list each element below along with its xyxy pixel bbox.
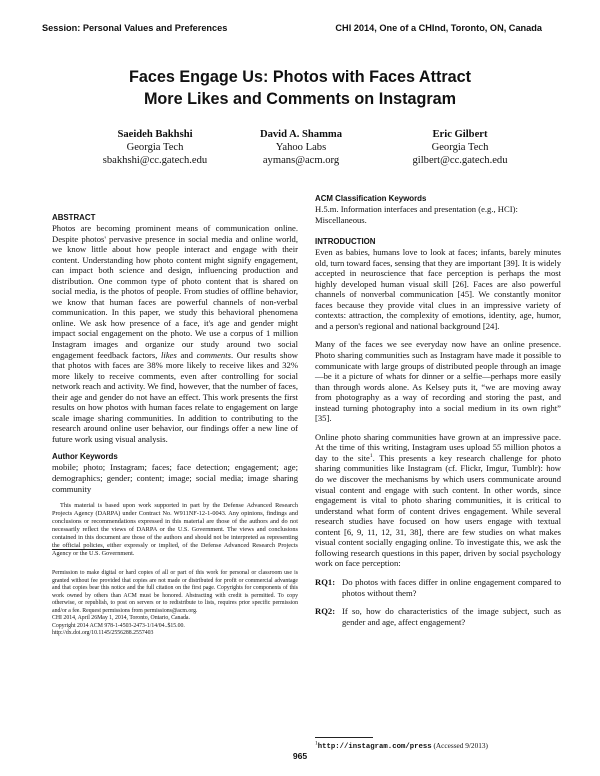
introduction-paragraph-1: Even as babies, humans love to look at faces; infants, barely minutes old, turn toward faces, sensing that they are important [39]. It is widely accepted in neuroscience that face perception is perhaps the most highly developed human visual skill [26]. Faces are also powerful channels of nonverbal communication [45]. We constantly monitor faces because they provide vital clues in an impressive variety of contexts: attraction, the complexity of emotions, identity, age, humor, and a person's regional and national background [24]. [315, 247, 561, 331]
author-keywords-heading: Author Keywords [52, 452, 118, 462]
rq-label: RQ1: [315, 576, 336, 587]
author-email: aymans@acm.org [262, 155, 340, 166]
acm-classification-text: H.5.m. Information interfaces and presentation (e.g., HCI): Miscellaneous. [315, 204, 518, 225]
footnote [315, 741, 488, 751]
author-block [226, 128, 376, 167]
author-affiliation: Georgia Tech [126, 142, 184, 153]
permission-text: Permission to make digital or hard copies of all or part of this work for personal or classroom use is granted without fee provided that copies are not made or distributed for profit or commercial advantage and that copies bear this notice and the full citation on the first page. Copyrights for components of this work owned by others than ACM must be honored. Abstracting with credit is permitted. To copy otherwise, or republish, to post on servers or to redistribute to lists, requires prior specific permission and/or a fee. Request permissions from permissions@acm.org. [52, 570, 298, 614]
research-question-1 [315, 577, 561, 598]
paper-title [0, 66, 600, 110]
rq-label: RQ2: [315, 606, 336, 617]
paper-title-line-1: Faces Engage Us: Photos with Faces Attract [128, 68, 472, 86]
research-question-2 [315, 606, 561, 627]
right-column [315, 194, 561, 627]
left-column [52, 213, 298, 638]
rq-text: If so, how do characteristics of the image subject, such as gender and age, affect engagement? [342, 606, 561, 627]
funding-note: This material is based upon work supported in part by the Defense Advanced Research Projects Agency (DARPA) under Contract No. W911NF-12-1-0043. Any opinions, findings and conclusions or recommendations expressed in this material are those of the authors and do not necessarily reflect the views of DARPA or the U.S. Government. The views and conclusions contained in this document are those of the authors and should not be interpreted as representing the official policies, either expressly or implied, of the Defense Advanced Research Projects Agency or the U.S. Government. [52, 502, 298, 558]
author-email: gilbert@cc.gatech.edu [412, 155, 508, 166]
author-block [80, 128, 230, 167]
running-header-session: Session: Personal Values and Preferences [42, 23, 228, 33]
acm-classification-heading: ACM Classification Keywords [315, 194, 427, 203]
introduction-heading: INTRODUCTION [315, 237, 376, 247]
author-name: Saeideh Bakhshi [117, 129, 193, 140]
footnote-marker[interactable]: 1 [369, 453, 373, 460]
introduction-paragraph-2: Many of the faces we see everyday now have an online presence. Photo sharing communities such as Instagram have made it possible to communicate with large groups of distributed people through an image—be it a picture of whats for dinner or a selfie—perhaps more easily than through words alone. As Kelsey puts it, “we are moving away from photography as a way of recording and storing the past, and instead turning photography into a social medium in its own right” [35]. [315, 339, 561, 424]
copyright-line: Copyright 2014 ACM 978-1-4503-2473-1/14/04..$15.00. [52, 622, 185, 629]
author-affiliation: Yahoo Labs [275, 142, 327, 153]
rq-text: Do photos with faces differ in online engagement compared to photos without them? [342, 576, 561, 598]
author-name: David A. Shamma [259, 129, 343, 140]
author-block [385, 128, 535, 167]
introduction-paragraph-3: Online photo sharing communities have grown at an impressive pace. At the time of this writing, Instagram uses upload 55 million photos a day to the site$^1$. This presents a key research challenge for photo sharing communities like Instagram (cf. Flickr, Imgur, Tumblr): how do we discover the mechanisms by which users communicate around visual content and engage with such content. In other words, since engagement is vital to photo sharing communities, it is critical to understand what form of content drives engagement. While several research studies have focused on how users engage with textual content [6, 9, 11, 12, 31, 38], there are few studies on what makes visual content socially engaging online. To investigate this, we ask the following research questions in this paper, driven by social psychology work on face perception: [315, 431, 561, 569]
conference-info: CHI 2014, April 26May 1, 2014, Toronto, Ontario, Canada. [52, 615, 190, 622]
author-email: sbakhshi@cc.gatech.edu [102, 155, 208, 166]
author-affiliation: Georgia Tech [431, 142, 489, 153]
footnote-accessed: (Accessed 9/2013) [433, 741, 488, 750]
abstract-text: Photos are becoming prominent means of communication online. Despite photos' pervasive presence in social media and online world, we know little about how people interact and engage with their content. Understanding how photo content might signify engagement, can impact both science and design, influencing production and distribution. One common type of photo content that is shared on social media, is the photos of people. From studies of offline behavior, we know that human faces are powerful channels of non-verbal communication. In this paper, we study this behavioral phenomena online. We ask how presence of a face, it's age and gender might impact social engagement on the photo. We use a corpus of 1 million Instagram images and organize our study around two social engagement feedback factors, likes and comments. Our results show that photos with faces are 38% more likely to receive likes and 32% more likely to receive comments, even after controlling for social network reach and activity. We find, however, that the number of faces, their age and gender do not have an effect. This work presents the first results on how photos with human faces relate to engagement on large scale image sharing communities. In addition to contributing to the research around online user behavior, our findings offer a new line of future work using visual analysis. [52, 223, 299, 444]
footnote-number: 1 [315, 740, 318, 747]
author-name: Eric Gilbert [432, 129, 488, 140]
doi-link[interactable]: http://dx.doi.org/10.1145/2556288.2557403 [52, 630, 154, 637]
paper-title-line-2: More Likes and Comments on Instagram [143, 90, 457, 108]
footnote-divider [315, 737, 373, 738]
running-header-conference: CHI 2014, One of a CHInd, Toronto, ON, Canada [335, 23, 542, 33]
abstract-heading: ABSTRACT [52, 213, 96, 222]
footnote-divider [52, 549, 110, 550]
footnote-url[interactable]: http://instagram.com/press [317, 743, 432, 751]
page-number: 965 [292, 751, 308, 761]
author-keywords-text: mobile; photo; Instagram; faces; face detection; engagement; age; demographics; gender; content; image; social media; image sharing community [52, 462, 298, 494]
permission-block [52, 570, 298, 637]
